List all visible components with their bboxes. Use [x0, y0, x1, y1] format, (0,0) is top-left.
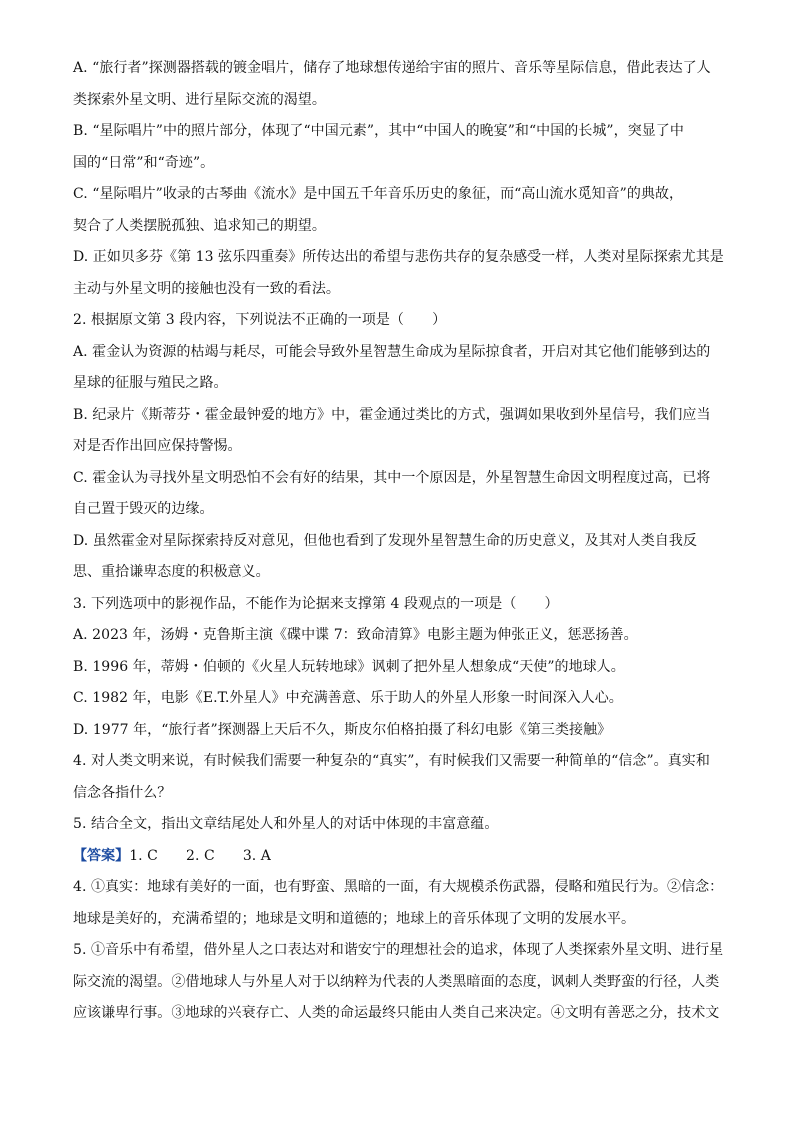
q2-stem: 2. 根据原文第 3 段内容，下列说法不正确的一项是（ ） — [73, 312, 447, 328]
q2-option-b-line1: B. 纪录片《斯蒂芬・霍金最钟爱的地方》中，霍金通过类比的方式，强调如果收到外星信号，我们应当 — [73, 406, 711, 423]
answer-choices: 1. C 2. C 3. A — [129, 847, 271, 864]
q1-option-a-line2: 类探索外星文明、进行星际交流的渴望。 — [73, 91, 326, 108]
q1-option-d-line2: 主动与外星文明的接触也没有一致的看法。 — [73, 280, 340, 297]
q1-option-c-line2: 契合了人类摆脱孤独、追求知己的期望。 — [73, 217, 326, 234]
q3-option-d: D. 1977 年，“旅行者”探测器上天后不久，斯皮尔伯格拍摄了科幻电影《第三类接触》 — [73, 721, 612, 738]
q1-option-b-line1: B. “星际唱片”中的照片部分，体现了“中国元素”，其中“中国人的晚宴”和“中国的长城”，突显了中 — [73, 123, 684, 139]
answer5-line3: 应该谦卑行事。③地球的兴衰存亡、人类的命运最终只能由人类自己来决定。④文明有善恶之分，技术文 — [73, 1005, 720, 1021]
q2-option-c-line1: C. 霍金认为寻找外星文明恐怕不会有好的结果，其中一个原因是，外星智慧生命因文明程度过高，已将 — [73, 469, 711, 486]
document-page — [73, 58, 723, 1023]
answer-line — [73, 846, 723, 866]
answer5-line1: 5. ①音乐中有希望，借外星人之口表达对和谐安宁的理想社会的追求，体现了人类探索外星文明、进行星 — [73, 942, 724, 958]
q2-option-a-line2: 星球的征服与殖民之路。 — [73, 375, 228, 391]
answer4-line1: 4. ①真实：地球有美好的一面，也有野蛮、黑暗的一面，有大规模杀伤武器，侵略和殖民行为。②信念： — [73, 879, 724, 895]
q2-option-a-line1: A. 霍金认为资源的枯竭与耗尽，可能会导致外星智慧生命成为星际掠食者，开启对其它他们能够到达的 — [73, 343, 711, 360]
q3-stem: 3. 下列选项中的影视作品，不能作为论据来支撑第 4 段观点的一项是（ ） — [73, 595, 559, 612]
q5-stem: 5. 结合全文，指出文章结尾处人和外星人的对话中体现的丰富意蕴。 — [73, 816, 499, 832]
q4-stem-line1: 4. 对人类文明来说，有时候我们需要一种复杂的“真实”，有时候我们又需要一种简单的“信念”。真实和 — [73, 753, 710, 769]
answer5-line2: 际交流的渴望。②借地球人与外星人对于以纳粹为代表的人类黑暗面的态度，讽刺人类野蛮的行径，人类 — [73, 973, 720, 990]
answer4-line2: 地球是美好的，充满希望的；地球是文明和道德的；地球上的音乐体现了文明的发展水平。 — [73, 910, 635, 927]
q4-stem-line2: 信念各指什么？ — [73, 784, 172, 801]
q1-option-b-line2: 国的“日常”和“奇迹”。 — [73, 154, 215, 171]
q3-option-a: A. 2023 年，汤姆・克鲁斯主演《碟中谍 7：致命清算》电影主题为伸张正义，惩恶扬善。 — [73, 627, 638, 643]
q2-option-b-line2: 对是否作出回应保持警惕。 — [73, 438, 242, 454]
q2-option-c-line2: 自己置于毁灭的边缘。 — [73, 501, 214, 517]
q1-option-d-line1: D. 正如贝多芬《第 13 弦乐四重奏》所传达出的希望与悲伤共存的复杂感受一样，人类对星际探索尤其是 — [73, 249, 724, 265]
q3-option-c: C. 1982 年，电影《E.T.外星人》中充满善意、乐于助人的外星人形象一时间深入人心。 — [73, 690, 623, 706]
q2-option-d-line2: 思、重拾谦卑态度的积极意义。 — [73, 564, 270, 580]
q1-option-c-line1: C. “星际唱片”收录的古琴曲《流水》是中国五千年音乐历史的象征，而“高山流水觅知音”的典故， — [73, 186, 684, 202]
q1-option-a-line1: A. “旅行者”探测器搭载的镀金唱片，储存了地球想传递给宇宙的照片、音乐等星际信息，借此表达了人 — [73, 60, 711, 76]
q3-option-b: B. 1996 年，蒂姆・伯顿的《火星人玩转地球》讽刺了把外星人想象成“天使”的地球人。 — [73, 658, 625, 675]
q2-option-d-line1: D. 虽然霍金对星际探索持反对意见，但他也看到了发现外星智慧生命的历史意义，及其对人类自我反 — [73, 532, 697, 549]
answer-tag: 【答案】 — [73, 847, 130, 864]
